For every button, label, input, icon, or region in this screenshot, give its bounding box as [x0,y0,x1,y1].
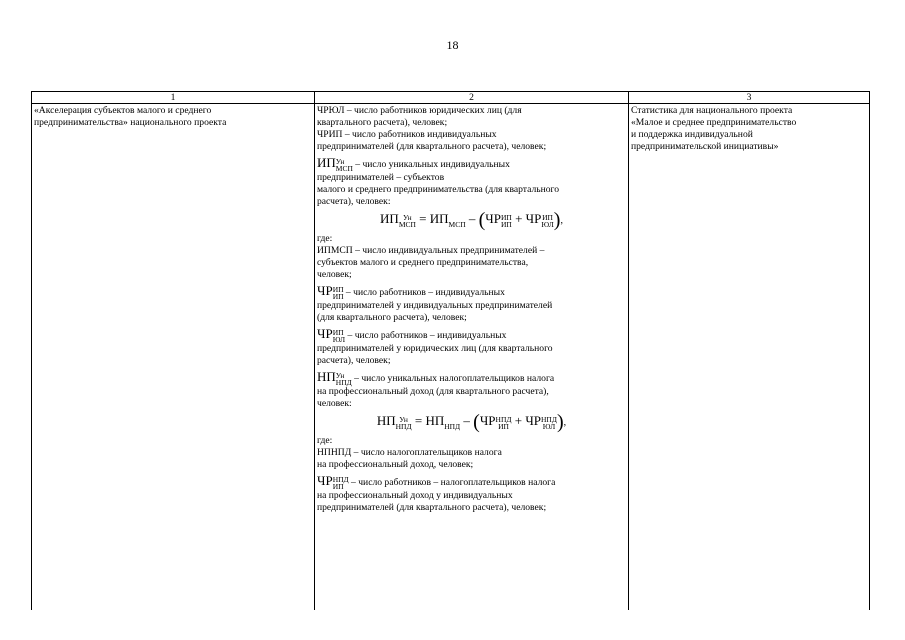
where-label: где: [317,435,333,446]
definition-line: (для квартального расчета), человек; [317,312,467,323]
symbol-np-unique-npd: НП Ун НПД [317,369,352,387]
definition-line: на профессиональный доход (для квартального расчета), [317,386,549,397]
calculation-method-cell [315,104,629,611]
definition-npnpd: на профессиональный доход, человек; [317,459,474,470]
indicator-name-cell [32,104,315,611]
table-header-row [32,92,870,104]
formula-ip-unique: ИП Ун МСП = ИП МСП – (ЧР ИП ИП + ЧР ИП ЮЛ ), [380,209,563,231]
definition-line: расчета), человек: [317,196,391,207]
data-source-line: Статистика для национального проекта [631,105,793,116]
where-label: где: [317,233,333,244]
definition-chr-ip-ip: ЧР ИП ИП – число работников – индивидуальных [317,283,505,301]
definition-line: предпринимателей – субъектов [317,172,445,183]
data-source-cell [629,104,870,611]
symbol-chr-ip-ip: ЧР ИП ИП [317,283,344,301]
indicator-name-line: «Акселерация субъектов малого и среднего [34,105,212,116]
symbol-chr-npd-ip: ЧР НПД ИП [317,473,349,491]
definition-line: расчета), человек; [317,355,391,366]
definition-line: малого и среднего предпринимательства (для квартального [317,184,560,195]
symbol-ip-unique-msp: ИП Ун МСП [317,155,353,173]
definition-chryul: квартального расчета), человек; [317,117,448,128]
definition-chryul: ЧРЮЛ – число работников юридических лиц (для [317,105,522,116]
definition-chr-ip-yul: ЧР ИП ЮЛ – число работников – индивидуальных [317,326,507,344]
definition-chrip: ЧРИП – число работников индивидуальных [317,129,497,140]
data-source-line: предпринимательской инициативы» [631,141,779,152]
data-source-line: «Малое и среднее предпринимательство [631,117,797,128]
definition-line: на профессиональный доход у индивидуальных [317,490,513,501]
definition-chr-npd-ip: ЧР НПД ИП – число работников – налогоплательщиков налога [317,473,556,491]
definition-ip-unique: ИП Ун МСП – число уникальных индивидуальных [317,155,510,173]
formula-np-unique: НП Ун НПД = НП НПД – (ЧР НПД ИП + ЧР НПД ЮЛ ), [376,411,567,433]
page-number: 18 [446,38,459,52]
definition-ipmsp: человек; [317,269,352,280]
indicator-name-line: предпринимательства» национального проекта [34,117,227,128]
definition-line: человек: [317,398,352,409]
definition-ipmsp: ИПМСП – число индивидуальных предпринимателей – [317,245,545,256]
data-table [31,91,870,610]
definition-line: предпринимателей у юридических лиц (для квартального [317,343,553,354]
definition-np-unique: НП Ун НПД – число уникальных налогоплательщиков налога [317,369,555,387]
data-source-line: и поддержка индивидуальной [631,129,753,140]
column-header-3: 3 [629,92,870,104]
definition-npnpd: НПНПД – число налогоплательщиков налога [317,447,502,458]
column-header-1: 1 [32,92,315,104]
symbol-chr-ip-yul: ЧР ИП ЮЛ [317,326,346,344]
definition-ipmsp: субъектов малого и среднего предпринимательства, [317,257,529,268]
definition-line: предпринимателей (для квартального расчета), человек; [317,502,547,513]
definition-chrip: предпринимателей (для квартального расчета), человек; [317,141,547,152]
column-header-2: 2 [315,92,629,104]
definition-line: предпринимателей у индивидуальных предпринимателей [317,300,553,311]
table-row [32,104,870,611]
